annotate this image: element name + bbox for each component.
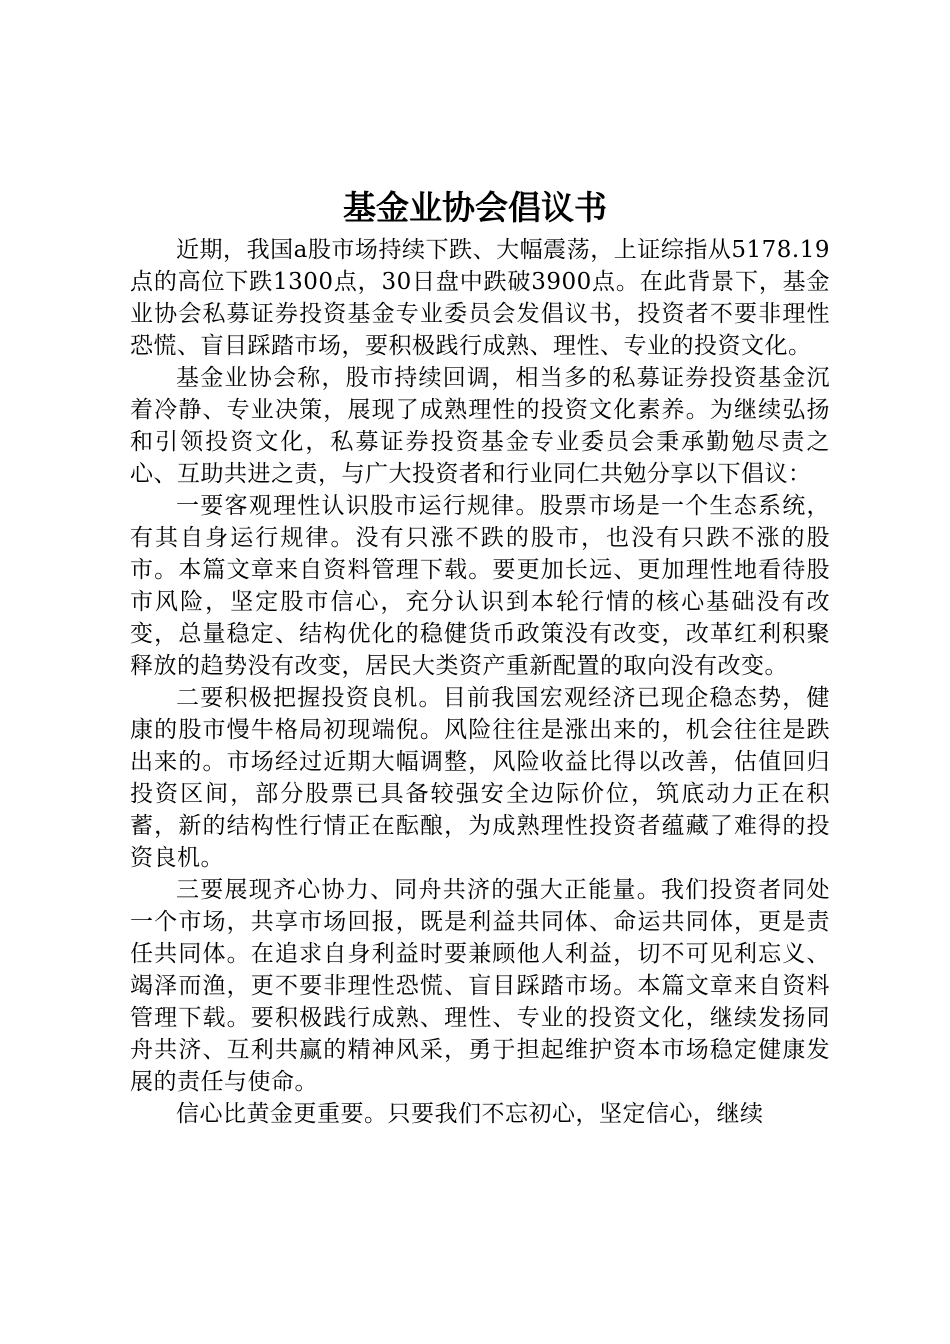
paragraph-confidence: 信心比黄金更重要。只要我们不忘初心，坚定信心，继续 xyxy=(176,1101,764,1127)
paragraph-association-statement: 基金业协会称，股市持续回调，相当多的私募证券投资基金沉着冷静、专业决策，展现了成熟理性的投资文化素养。为继续弘扬和引领投资文化，私募证券投资基金专业委员会秉承勤勉尽责之心、互助共进之责，与广大投资者和行业同仁共勉分享以下倡议： xyxy=(130,365,830,487)
paragraph-proposal-three: 三要展现齐心协力、同舟共济的强大正能量。我们投资者同处一个市场，共享市场回报，既是利益共同体、命运共同体，更是责任共同体。在追求自身利益时要兼顾他人利益，切不可见利忘义、竭泽而渔，更不要非理性恐慌、盲目踩踏市场。本篇文章来自资料管理下载。要积极践行成熟、理性、专业的投资文化，继续发扬同舟共济、互利共赢的精神风采，勇于担起维护资本市场稳定健康发展的责任与使命。 xyxy=(130,877,830,1095)
paragraph-intro: 近期，我国a股市场持续下跌、大幅震荡，上证综指从5178.19点的高位下跌1300点，30日盘中跌破3900点。在此背景下，基金业协会私募证券投资基金专业委员会发倡议书，投资者不要非理性恐慌、盲目踩踏市场，要积极践行成熟、理性、专业的投资文化。 xyxy=(130,237,830,359)
paragraph-proposal-two: 二要积极把握投资良机。目前我国宏观经济已现企稳态势，健康的股市慢牛格局初现端倪。风险往往是涨出来的，机会往往是跌出来的。市场经过近期大幅调整，风险收益比得以改善，估值回归投资区间，部分股票已具备较强安全边际价位，筑底动力正在积蓄，新的结构性行情正在酝酿，为成熟理性投资者蕴藏了难得的投资良机。 xyxy=(130,685,830,871)
document-body xyxy=(130,234,830,1130)
document-title: 基金业协会倡议书 xyxy=(343,188,607,227)
paragraph-proposal-one: 一要客观理性认识股市运行规律。股票市场是一个生态系统，有其自身运行规律。没有只涨不跌的股市，也没有只跌不涨的股市。本篇文章来自资料管理下载。要更加长远、更加理性地看待股市风险，坚定股市信心，充分认识到本轮行情的核心基础没有改变，总量稳定、结构优化的稳健货币政策没有改变，改革红利积聚释放的趋势没有改变，居民大类资产重新配置的取向没有改变。 xyxy=(130,493,830,679)
